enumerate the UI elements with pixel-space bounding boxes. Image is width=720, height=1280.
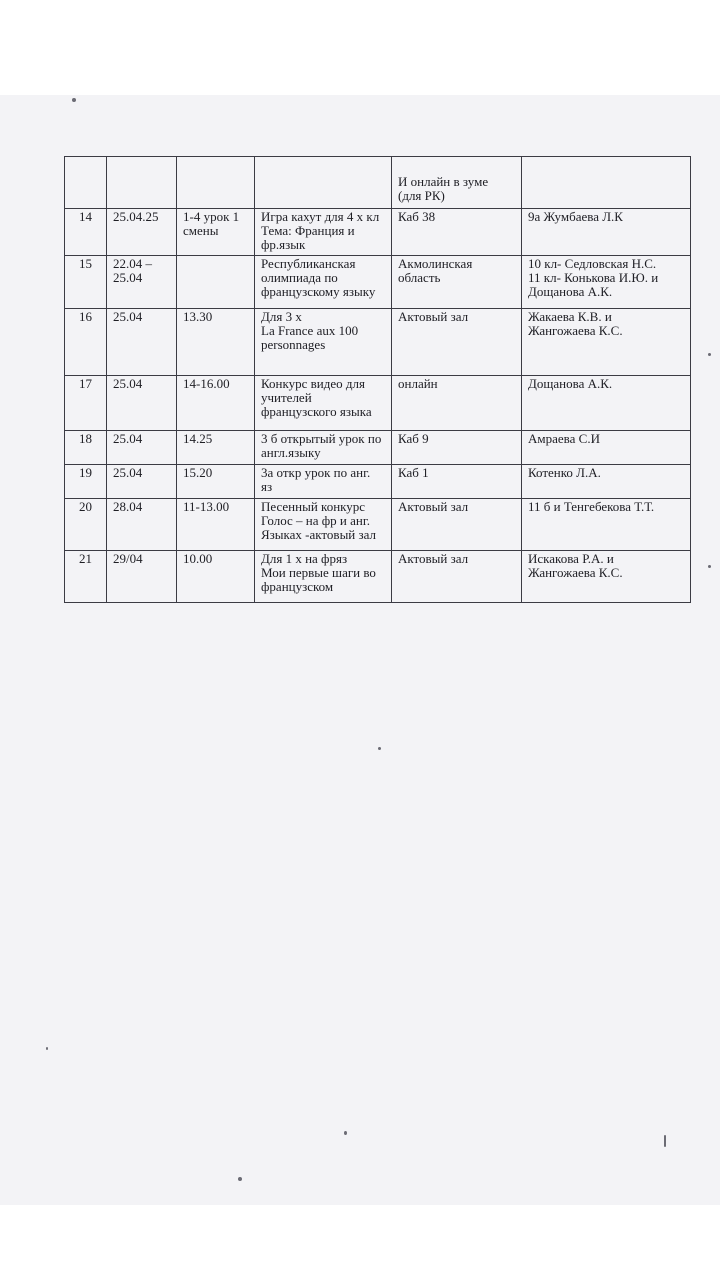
cell-time: 11-13.00: [177, 499, 255, 551]
cell-time: 14.25: [177, 431, 255, 465]
cell-place: Каб 9: [392, 431, 522, 465]
cell-date: 25.04: [107, 465, 177, 499]
cell-number: 14: [65, 209, 107, 256]
cell-event: 3 б открытый урок по англ.языку: [255, 431, 392, 465]
cell-event: Для 1 х на фряз Мои первые шаги во французском: [255, 551, 392, 603]
table-row: [65, 157, 691, 209]
cell-number: 17: [65, 376, 107, 431]
scan-speck: [708, 565, 711, 568]
cell-time: 13.30: [177, 309, 255, 376]
cell-event: Конкурс видео для учителей французского языка: [255, 376, 392, 431]
cell-responsible: Амраева С.И: [522, 431, 691, 465]
cell-time: 14-16.00: [177, 376, 255, 431]
table-row: [65, 431, 691, 465]
table-row: [65, 551, 691, 603]
cell-responsible: Дощанова А.К.: [522, 376, 691, 431]
cell-place: Каб 1: [392, 465, 522, 499]
cell-responsible: 9а Жумбаева Л.К: [522, 209, 691, 256]
scan-speck: [238, 1177, 242, 1181]
scan-speck: [664, 1135, 666, 1147]
cell-number: 19: [65, 465, 107, 499]
cell-event: [255, 157, 392, 209]
scan-speck: [72, 98, 76, 102]
cell-place: Актовый зал: [392, 309, 522, 376]
cell-responsible: 11 б и Тенгебекова Т.Т.: [522, 499, 691, 551]
cell-event: 3а откр урок по анг. яз: [255, 465, 392, 499]
cell-date: [107, 157, 177, 209]
cell-place: Актовый зал: [392, 499, 522, 551]
cell-time: [177, 256, 255, 309]
cell-number: [65, 157, 107, 209]
cell-number: 18: [65, 431, 107, 465]
cell-responsible: [522, 157, 691, 209]
scan-speck: [46, 1047, 48, 1050]
cell-time: [177, 157, 255, 209]
cell-place: онлайн: [392, 376, 522, 431]
cell-date: 25.04: [107, 431, 177, 465]
cell-place: Актовый зал: [392, 551, 522, 603]
cell-place: Акмолинская область: [392, 256, 522, 309]
cell-number: 15: [65, 256, 107, 309]
cell-responsible: Искакова Р.А. и Жангожаева К.С.: [522, 551, 691, 603]
cell-date: 25.04: [107, 309, 177, 376]
scan-speck: [344, 1131, 347, 1135]
scan-speck: [378, 747, 381, 750]
cell-event: Игра кахут для 4 х кл Тема: Франция и фр.язык: [255, 209, 392, 256]
cell-responsible: 10 кл- Седловская Н.С. 11 кл- Конькова И.Ю. и Дощанова А.К.: [522, 256, 691, 309]
cell-date: 25.04: [107, 376, 177, 431]
cell-number: 16: [65, 309, 107, 376]
cell-date: 22.04 – 25.04: [107, 256, 177, 309]
table-row: [65, 256, 691, 309]
table-row: [65, 376, 691, 431]
table-row: [65, 209, 691, 256]
cell-time: 1-4 урок 1 смены: [177, 209, 255, 256]
table-row: [65, 499, 691, 551]
cell-place: Каб 38: [392, 209, 522, 256]
cell-date: 25.04.25: [107, 209, 177, 256]
scan-speck: [708, 353, 711, 356]
cell-number: 20: [65, 499, 107, 551]
table-row: [65, 465, 691, 499]
cell-date: 28.04: [107, 499, 177, 551]
cell-place: И онлайн в зуме (для РК): [392, 157, 522, 209]
cell-time: 10.00: [177, 551, 255, 603]
cell-responsible: Жакаева К.В. и Жангожаева К.С.: [522, 309, 691, 376]
cell-event: Песенный конкурс Голос – на фр и анг. Языках -актовый зал: [255, 499, 392, 551]
table-row: [65, 309, 691, 376]
cell-event: Для 3 х La France aux 100 personnages: [255, 309, 392, 376]
schedule-table: [64, 156, 691, 603]
cell-responsible: Котенко Л.А.: [522, 465, 691, 499]
cell-event: Республиканская олимпиада по французскому языку: [255, 256, 392, 309]
cell-time: 15.20: [177, 465, 255, 499]
cell-number: 21: [65, 551, 107, 603]
cell-date: 29/04: [107, 551, 177, 603]
